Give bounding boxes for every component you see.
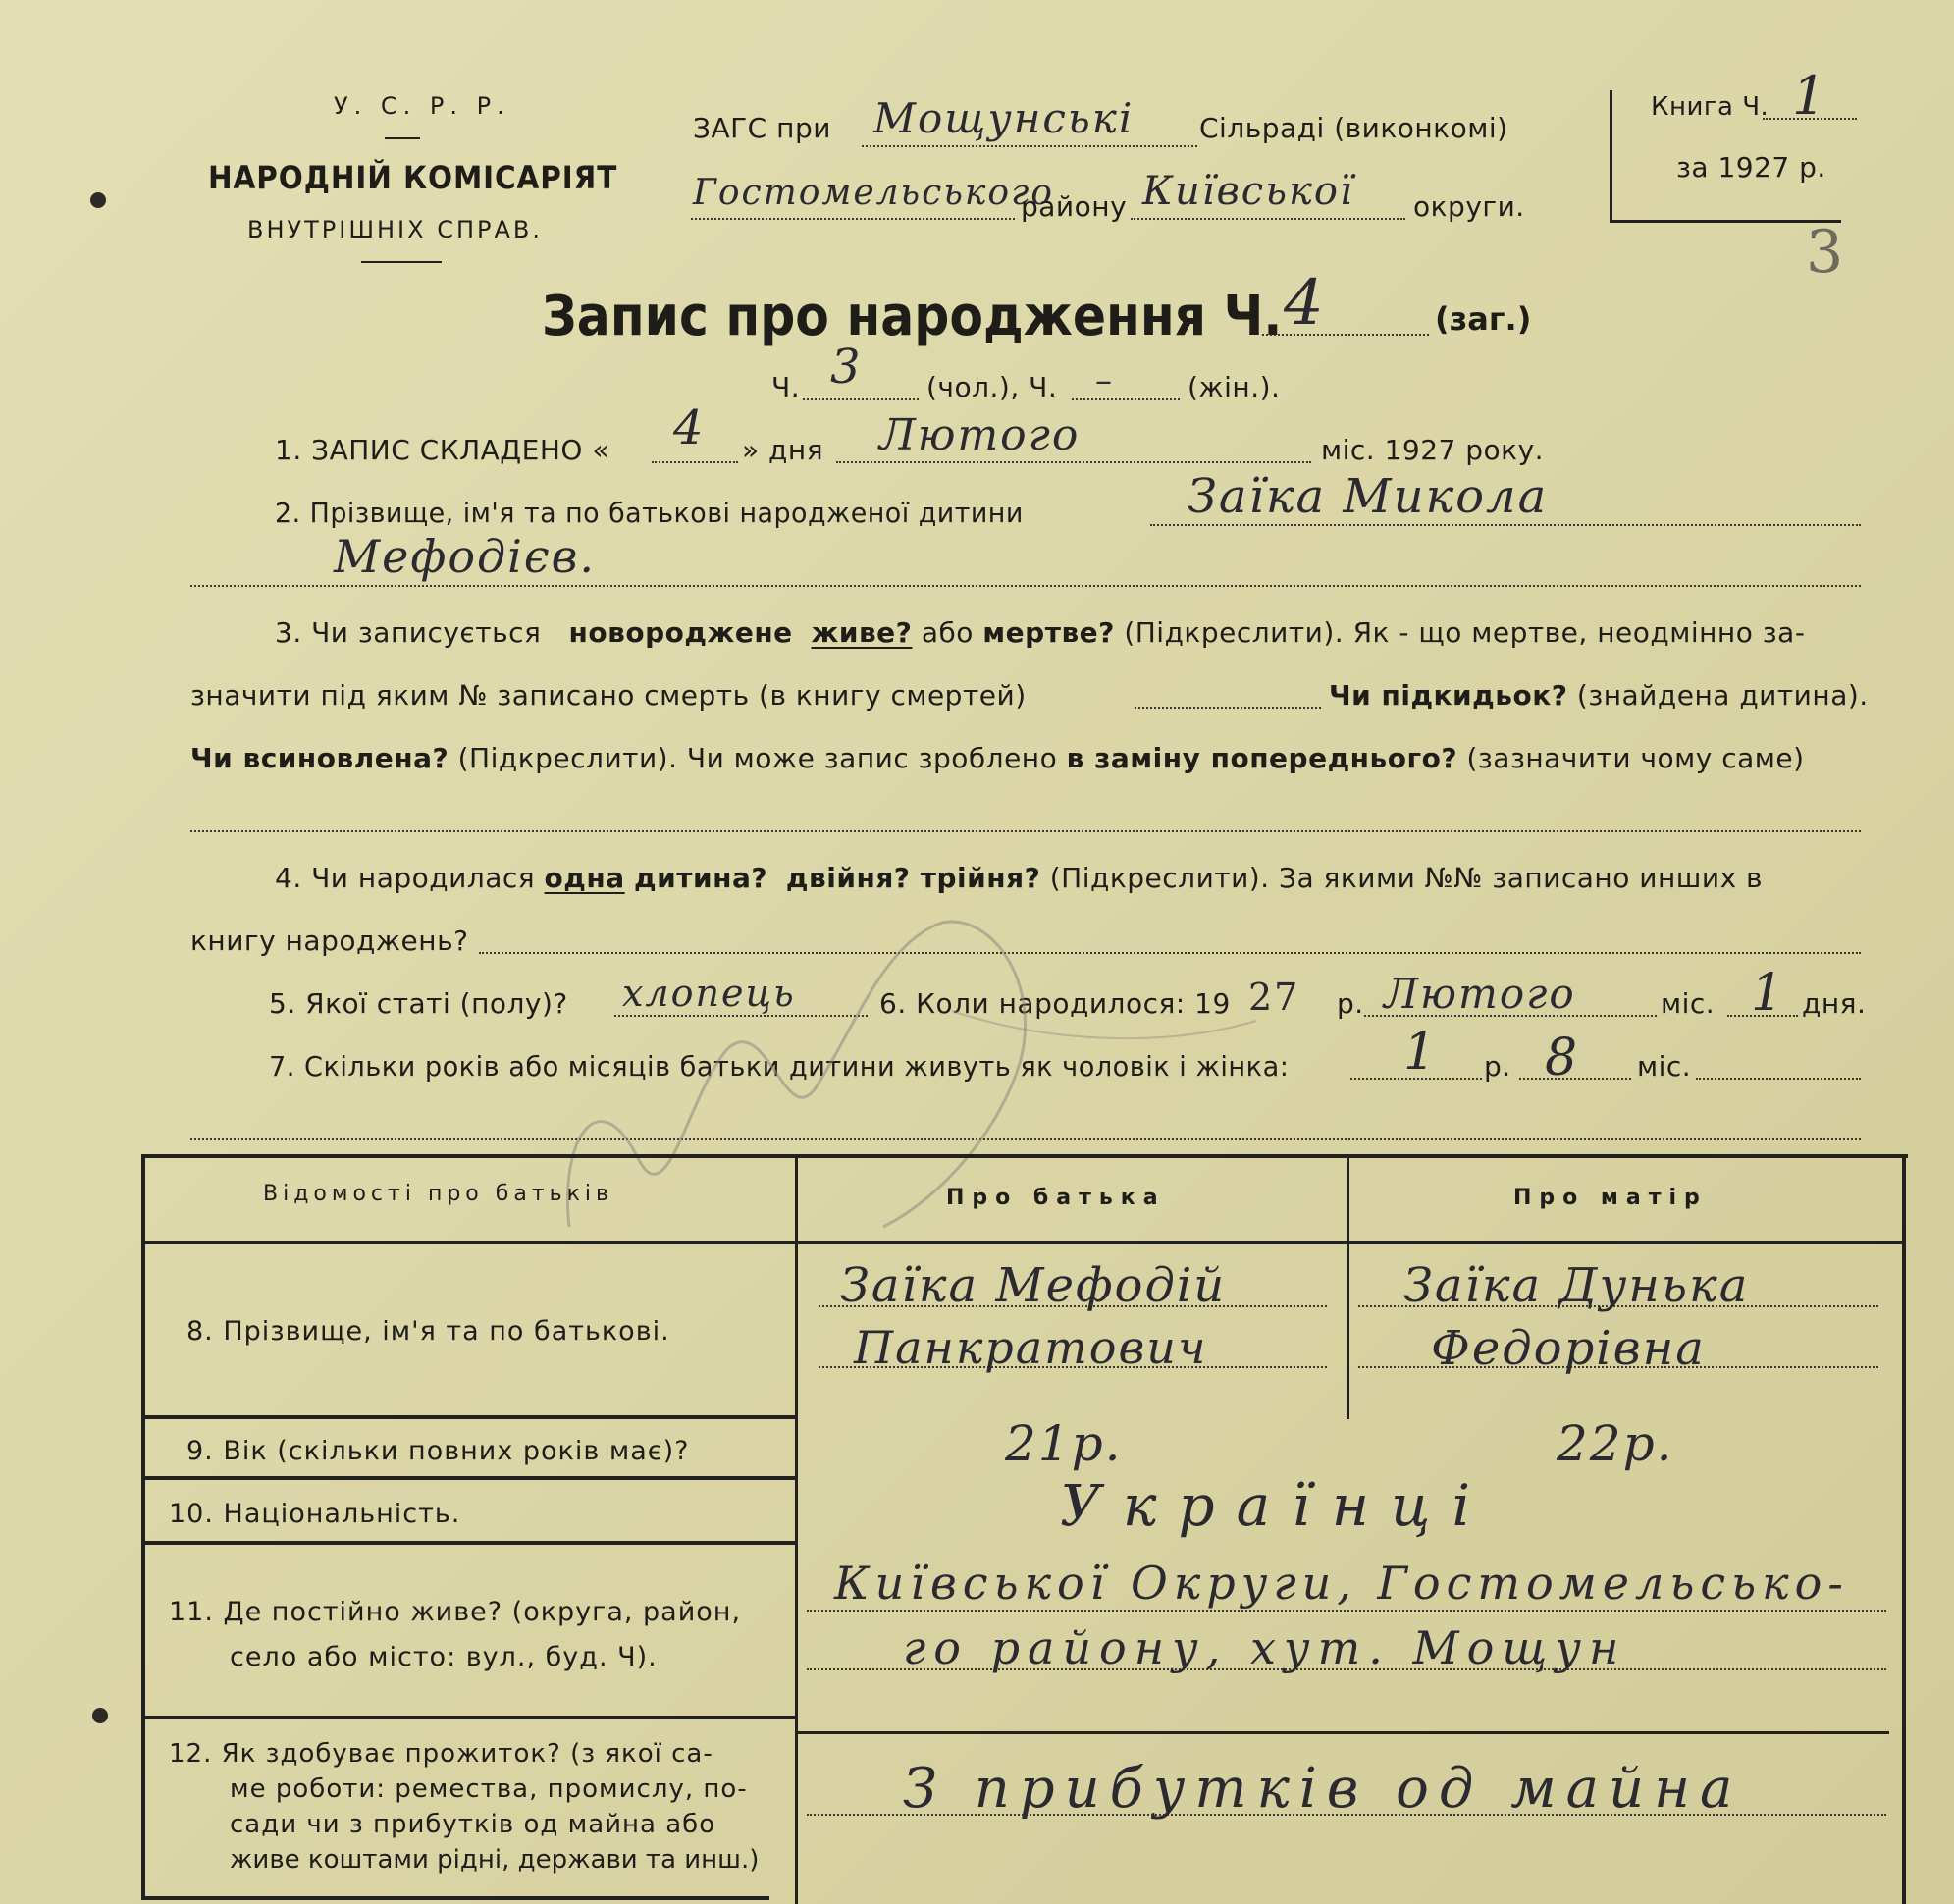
field3-alive-option: живе?	[811, 616, 913, 649]
field1-suffix: міс. 1927 року.	[1321, 434, 1545, 466]
child-name: Заїка Микола	[1188, 469, 1549, 524]
field3-reason-line	[190, 830, 1861, 832]
field3-replace: в заміну попереднього?	[1066, 742, 1458, 774]
field1-label: 1. ЗАПИС СКЛАДЕНО «	[275, 434, 610, 466]
field3-line3	[190, 742, 1805, 774]
field3-line1	[275, 616, 1805, 649]
okruha-field-line	[1131, 218, 1405, 220]
book-label: Книга Ч.	[1651, 92, 1769, 122]
council-value: Мощунські	[873, 94, 1135, 142]
row9-label: 9. Вік (скільки повних років має)?	[186, 1436, 690, 1466]
field3-death-line	[1135, 707, 1321, 709]
row11-label-1: 11. Де постійно живе? (округа, район,	[169, 1597, 742, 1627]
record-title-suffix: (заг.)	[1435, 300, 1532, 338]
field6-mis: міс.	[1661, 987, 1716, 1020]
field1-mid: » дня	[742, 434, 824, 466]
table-row-divider	[798, 1731, 1889, 1734]
field3-text: 3. Чи записується	[275, 616, 542, 649]
field4-child: дитина?	[634, 862, 768, 894]
field5-label: 5. Якої статі (полу)?	[269, 987, 568, 1020]
divider	[385, 137, 420, 139]
field4-text: 4. Чи народилася	[275, 862, 536, 894]
field7-label: 7. Скільки років або місяців батьки дитини живуть як чоловік і жінка:	[269, 1050, 1290, 1083]
child-patronymic: Мефодієв.	[334, 530, 597, 583]
field3-dead-option: мертве?	[982, 616, 1115, 649]
table-border	[141, 1154, 145, 1900]
table-border	[141, 1154, 1908, 1158]
table-column-divider	[1347, 1154, 1349, 1419]
nationality: Українці	[1060, 1472, 1493, 1539]
field6-r: р.	[1337, 987, 1364, 1020]
field2-line2	[190, 585, 1861, 587]
female-count-line	[1072, 398, 1180, 400]
birth-month: Лютого	[1384, 970, 1576, 1018]
district-field-line	[691, 218, 1015, 220]
field3-adopted: Чи всиновлена?	[190, 742, 449, 774]
field3-foundling: Чи підкидьок?	[1329, 679, 1568, 712]
table-header-mother: Про матір	[1513, 1186, 1708, 1210]
field4-single-option: одна	[544, 862, 625, 894]
row12-label-1: 12. Як здобуває прожиток? (з якої са-	[169, 1739, 713, 1769]
okruha-label: округи.	[1413, 190, 1525, 223]
field1-month-line	[836, 461, 1311, 463]
father-age: 21р.	[1005, 1415, 1123, 1472]
row11-label-2: село або місто: вул., буд. Ч).	[230, 1642, 658, 1672]
row10-label: 10. Національність.	[169, 1499, 461, 1529]
field7-mis: міс.	[1637, 1050, 1692, 1083]
row8-label: 8. Прізвище, ім'я та по батькові.	[186, 1316, 670, 1347]
mother-name: Заїка Дунька	[1403, 1258, 1750, 1313]
field3-line2	[190, 679, 1027, 712]
row12-label-4: живе коштами рідні, держави та инш.)	[230, 1845, 760, 1875]
residence-line1: Київської Округи, Гостомельсько-	[834, 1557, 1849, 1610]
field1-day-line	[652, 461, 738, 463]
field1-month: Лютого	[879, 410, 1081, 460]
male-count: 3	[830, 340, 863, 395]
district-label: району	[1021, 190, 1128, 223]
table-row-divider	[145, 1716, 795, 1719]
table-row-divider	[145, 1476, 795, 1480]
livelihood: З прибутків од майна	[903, 1757, 1743, 1821]
birth-year: 27	[1248, 976, 1300, 1019]
district-value: Гостомельського	[693, 173, 1054, 213]
male-count-line	[803, 398, 919, 400]
zags-prefix: ЗАГС при	[693, 112, 831, 144]
pencil-number: 3	[1806, 218, 1846, 287]
punch-hole	[92, 1708, 108, 1723]
table-header-divider	[145, 1241, 1902, 1244]
okruha-value: Київської	[1142, 169, 1354, 214]
male-suffix: (чол.), Ч.	[926, 371, 1058, 403]
table-border	[1902, 1154, 1906, 1904]
child-sex: хлопець	[622, 972, 796, 1015]
council-field-line	[862, 145, 1197, 147]
book-number: 1	[1792, 65, 1828, 127]
field3-replace-note: (Підкреслити). Чи може запис зроблено	[457, 742, 1058, 774]
ministry-label: НАРОДНІЙ КОМІСАРІЯТ	[208, 159, 618, 196]
mother-patronymic: Федорівна	[1431, 1321, 1706, 1376]
field7-end-line	[1696, 1078, 1861, 1080]
married-years: 1	[1403, 1023, 1439, 1082]
pencil-scribble	[530, 903, 1276, 1296]
year-label: за 1927 р.	[1676, 151, 1826, 184]
field4-line2: книгу народжень?	[190, 925, 469, 957]
married-months: 8	[1545, 1029, 1580, 1087]
father-name: Заїка Мефодій	[840, 1258, 1227, 1313]
field2-label: 2. Прізвище, ім'я та по батькові народженої дитини	[275, 497, 1024, 529]
mother-age: 22р.	[1557, 1415, 1674, 1472]
father-patronymic: Панкратович	[854, 1321, 1208, 1374]
field3-reason: (зазначити чому саме)	[1466, 742, 1805, 774]
table-bottom-border	[141, 1896, 769, 1900]
record-title: Запис про народження Ч.	[542, 285, 1283, 348]
field4-twins-triplets: двійня? трійня?	[785, 862, 1041, 894]
field4-line1	[275, 862, 1763, 894]
table-row-divider	[145, 1415, 795, 1419]
field7-r: р.	[1484, 1050, 1511, 1083]
table-column-divider	[795, 1154, 798, 1904]
divider	[361, 261, 442, 263]
council-suffix: Сільраді (виконкомі)	[1199, 112, 1508, 144]
residence-line2: го району, хут. Мощун	[903, 1621, 1627, 1674]
female-count: –	[1095, 361, 1114, 400]
field3-foundling-note: (знайдена дитина).	[1576, 679, 1869, 712]
field6-label: 6. Коли народилося: 19	[879, 987, 1231, 1020]
republic-label: У. С. Р. Р.	[334, 92, 510, 120]
department-label: ВНУТРІШНІХ СПРАВ.	[247, 216, 543, 243]
field1-day: 4	[673, 400, 706, 455]
field2-line	[1150, 524, 1861, 526]
row12-label-3: сади чи з прибутків од майна або	[230, 1810, 716, 1839]
field4-note: (Підкреслити). За якими №№ записано инших в	[1049, 862, 1764, 894]
male-count-label: Ч.	[771, 371, 801, 403]
field3-death-note: значити під яким № записано смерть (в книгу смертей)	[190, 679, 1027, 712]
field3-newborn: новороджене	[568, 616, 793, 649]
book-box-border	[1610, 90, 1612, 222]
row12-label-2: ме роботи: ремества, промислу, по-	[230, 1774, 748, 1804]
field3-or: або	[921, 616, 974, 649]
field3-line2b	[1329, 679, 1869, 712]
birth-day: 1	[1751, 964, 1786, 1023]
table-row-divider	[145, 1541, 795, 1545]
table-header-father: Про батька	[946, 1186, 1166, 1210]
row11-line	[807, 1610, 1886, 1612]
table-header-info: Відомості про батьків	[263, 1182, 613, 1206]
record-number: 4	[1284, 267, 1326, 340]
punch-hole	[90, 192, 106, 208]
field6-dnia: дня.	[1802, 987, 1867, 1020]
field3-note: (Підкреслити). Як - що мертве, неодмінно за-	[1124, 616, 1806, 649]
female-suffix: (жін.).	[1188, 371, 1281, 403]
